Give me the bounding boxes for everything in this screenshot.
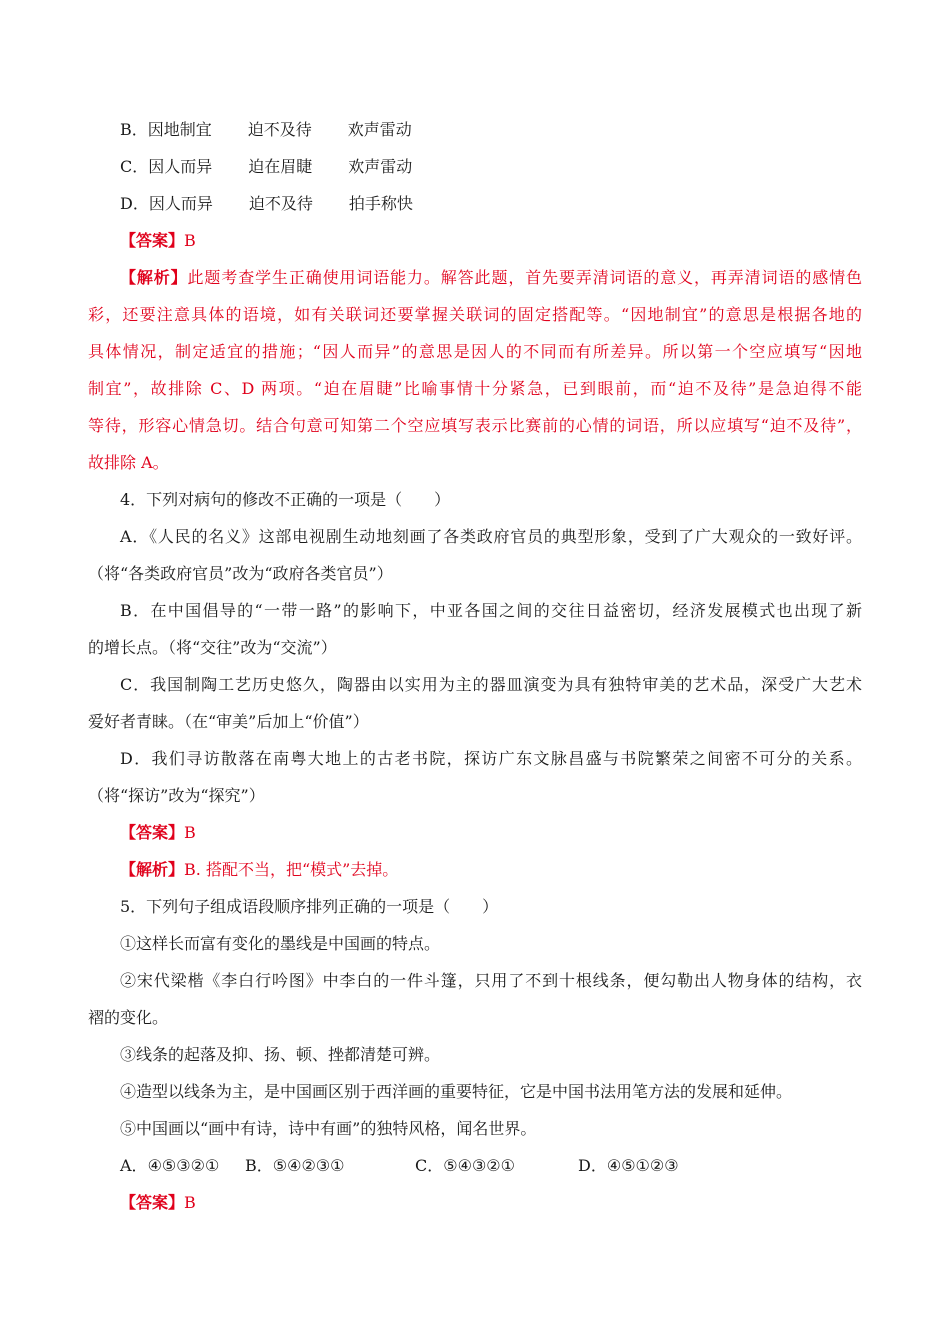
option-word-3: 拍手称快 <box>348 194 413 213</box>
q4-option-a-line-1: A．《人民的名义》这部电视剧生动地刻画了各类政府官员的典型形象，受到了广大观众的一致好评。 <box>120 527 862 546</box>
q5-option-b <box>245 1154 415 1178</box>
q3-analysis-line-6: 故排除 A。 <box>88 453 169 472</box>
answer-value: B <box>184 1193 196 1212</box>
option-word-1: 因人而异 <box>148 194 213 213</box>
q4-stem: 4．下列对病句的修改不正确的一项是（ ） <box>120 490 451 509</box>
answer-value: B <box>184 231 196 250</box>
q3-answer <box>120 229 196 253</box>
q5-answer <box>120 1191 196 1215</box>
answer-value: B <box>184 823 196 842</box>
option-value: ④⑤③②① <box>147 1156 220 1175</box>
answer-tag: 【答案】 <box>120 231 185 250</box>
q4-option-c-line-1: C．我国制陶工艺历史悠久，陶器由以实用为主的器皿演变为具有独特审美的艺术品，深受广大艺术 <box>120 675 862 694</box>
option-label: B． <box>245 1156 273 1175</box>
q4-analysis <box>120 858 398 882</box>
option-word-3: 欢声雷动 <box>348 157 413 176</box>
option-word-2: 迫在眉睫 <box>248 157 313 176</box>
q4-option-d-line-1: D．我们寻访散落在南粤大地上的古老书院，探访广东文脉昌盛与书院繁荣之间密不可分的关系。 <box>120 749 862 768</box>
option-word-2: 迫不及待 <box>248 194 313 213</box>
q5-sentence-4: ④造型以线条为主，是中国画区别于西洋画的重要特征，它是中国书法用笔方法的发展和延伸。 <box>120 1082 793 1101</box>
q3-option-d <box>120 192 413 216</box>
q5-sentence-5: ⑤中国画以“画中有诗，诗中有画”的独特风格，闻名世界。 <box>120 1119 537 1138</box>
q4-option-a-line-2: （将“各类政府官员”改为“政府各类官员”） <box>88 564 393 583</box>
analysis-tag: 【解析】 <box>120 860 185 879</box>
q3-option-b <box>120 118 412 142</box>
q5-option-d <box>578 1154 679 1178</box>
q5-stem: 5．下列句子组成语段顺序排列正确的一项是（ ） <box>120 897 499 916</box>
option-label: D． <box>120 194 149 213</box>
q4-option-b-line-1: B．在中国倡导的“一带一路”的影响下，中亚各国之间的交往日益密切，经济发展模式也出现了新 <box>120 601 862 620</box>
option-value: ④⑤①②③ <box>606 1156 679 1175</box>
q5-sentence-2-line-2: 褶的变化。 <box>88 1008 169 1027</box>
q5-sentence-3: ③线条的起落及抑、扬、顿、挫都清楚可辨。 <box>120 1045 441 1064</box>
option-value: ⑤④②③① <box>272 1156 345 1175</box>
q3-analysis-line-1 <box>120 266 862 290</box>
q4-answer <box>120 821 196 845</box>
option-label: C． <box>415 1156 444 1175</box>
option-label: D． <box>578 1156 607 1175</box>
option-word-2: 迫不及待 <box>247 120 312 139</box>
q5-sentence-1: ①这样长而富有变化的墨线是中国画的特点。 <box>120 934 441 953</box>
q4-option-d-line-2: （将“探访”改为“探究”） <box>88 786 265 805</box>
option-value: ⑤④③②① <box>443 1156 515 1175</box>
analysis-tag: 【解析】 <box>120 268 188 287</box>
q3-option-c <box>120 155 412 179</box>
answer-tag: 【答案】 <box>120 823 185 842</box>
q5-option-a <box>120 1154 245 1178</box>
q4-option-c-line-2: 爱好者青睐。（在“审美”后加上“价值”） <box>88 712 369 731</box>
answer-tag: 【答案】 <box>120 1193 185 1212</box>
option-label: B． <box>120 120 148 139</box>
option-word-1: 因人而异 <box>148 157 213 176</box>
option-word-3: 欢声雷动 <box>347 120 412 139</box>
option-label: A． <box>120 1156 148 1175</box>
q3-analysis-line-2: 彩，还要注意具体的语境，如有关联词还要掌握关联词的固定搭配等。“因地制宜”的意思是根据各地的 <box>88 305 862 324</box>
q3-analysis-line-5: 等待，形容心情急切。结合句意可知第二个空应填写表示比赛前的心情的词语，所以应填写“迫不及待”， <box>88 416 862 435</box>
q3-analysis-line-4: 制宜”，故排除 C、D 两项。“迫在眉睫”比喻事情十分紧急，已到眼前，而“迫不及待”是急迫得不能 <box>88 379 862 398</box>
q3-analysis-line-3: 具体情况，制定适宜的措施；“因人而异”的意思是因人的不同而有所差异。所以第一个空应填写“因地 <box>88 342 862 361</box>
q4-option-b-line-2: 的增长点。（将“交往”改为“交流”） <box>88 638 337 657</box>
option-label: C． <box>120 157 149 176</box>
analysis-text: 此题考查学生正确使用词语能力。解答此题，首先要弄清词语的意义，再弄清词语的感情色 <box>187 268 862 287</box>
analysis-text: B. 搭配不当，把“模式”去掉。 <box>184 860 399 879</box>
q5-options <box>120 1154 679 1178</box>
q5-option-c <box>415 1154 578 1178</box>
q5-sentence-2-line-1: ②宋代梁楷《李白行吟图》中李白的一件斗篷，只用了不到十根线条，便勾勒出人物身体的结构，衣 <box>120 971 862 990</box>
option-word-1: 因地制宜 <box>147 120 212 139</box>
